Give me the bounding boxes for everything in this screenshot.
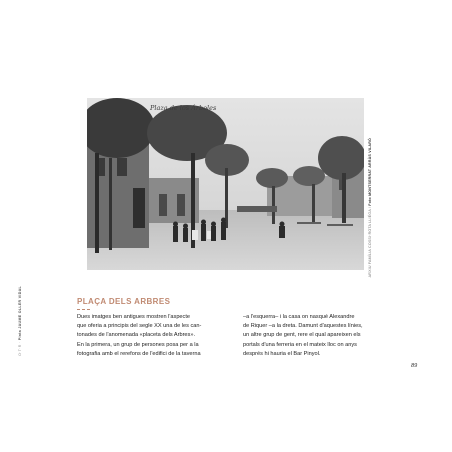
body-line: després hi hauria el Bar Pinyol. xyxy=(243,350,321,357)
photo-sign-text: Plaza de los Árboles xyxy=(150,104,217,112)
body-line: –a l'esquerra– i la casa on nasqué Alexandre xyxy=(243,314,355,320)
section-title-rule xyxy=(77,309,90,310)
photo-credit xyxy=(368,138,372,277)
body-line: que oferia a principis del segle XX una de les can- xyxy=(77,323,202,330)
body-line: portals d'una ferreria en el mateix lloc on anys xyxy=(243,341,357,348)
margin-credit-author: Pinta JAUME OLLER VIDAL xyxy=(18,286,22,341)
page-margin-credit xyxy=(18,286,22,356)
photo-credit-archive: ARXIU FAMÍLIA COSSI·ROTA LLIÉGA / xyxy=(368,205,372,278)
body-line: Dues imatges ben antigues mostren l'aspecte xyxy=(77,314,191,320)
body-line: de Riquer –a la dreta. Damunt d'aquestes línies, xyxy=(243,323,363,330)
body-line: un altre grup de gent, rere el qual apareixen els xyxy=(243,332,361,339)
historic-photograph xyxy=(87,98,364,270)
body-line: En la primera, un grup de persones posa per a la xyxy=(77,341,199,348)
body-column-right xyxy=(243,313,391,359)
photo-credit-author: Foto MONTSERRAT ARRÀS VILARÓ xyxy=(368,138,372,206)
body-column-left xyxy=(77,313,225,359)
page-number: 89 xyxy=(411,363,418,369)
section-title: PLAÇA DELS ARBRES xyxy=(77,297,171,306)
body-line: tonades de l'anomenada «placeta dels Arbres». xyxy=(77,332,195,339)
margin-credit-prefix: O·T·R · xyxy=(18,340,22,356)
body-line: fotografia amb el rerefons de l'edifici de la taverna xyxy=(77,350,201,357)
